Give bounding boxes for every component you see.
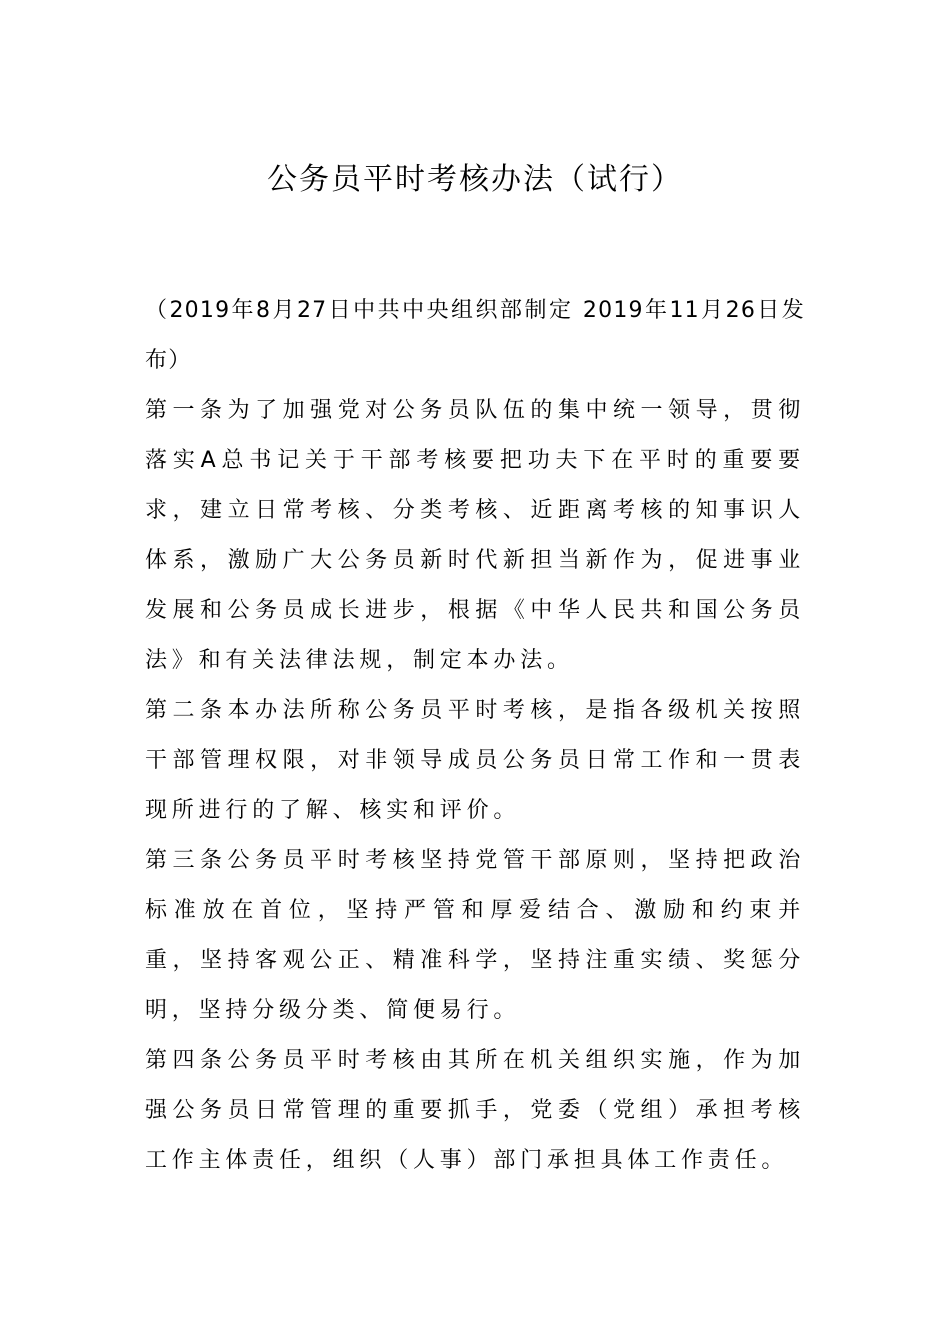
issuance-note: （2019年8月27日中共中央组织部制定 2019年11月26日发布） [145, 298, 805, 373]
article-2: 第二条本办法所称公务员平时考核，是指各级机关按照干部管理权限，对非领导成员公务员日常工作和一贯表现所进行的了解、核实和评价。 [145, 698, 805, 823]
article-4: 第四条公务员平时考核由其所在机关组织实施，作为加强公务员日常管理的重要抓手，党委（党组）承担考核工作主体责任，组织（人事）部门承担具体工作责任。 [145, 1048, 805, 1173]
article-3: 第三条公务员平时考核坚持党管干部原则，坚持把政治标准放在首位，坚持严管和厚爱结合、激励和约束并重，坚持客观公正、精准科学，坚持注重实绩、奖惩分明，坚持分级分类、简便易行。 [145, 848, 805, 1023]
document-body [145, 286, 805, 1186]
article-1: 第一条为了加强党对公务员队伍的集中统一领导，贯彻落实A总书记关于干部考核要把功夫下在平时的重要要求，建立日常考核、分类考核、近距离考核的知事识人体系，激励广大公务员新时代新担当新作为，促进事业发展和公务员成长进步，根据《中华人民共和国公务员法》和有关法律法规，制定本办法。 [145, 398, 805, 673]
document-title: 公务员平时考核办法（试行） [267, 162, 683, 197]
